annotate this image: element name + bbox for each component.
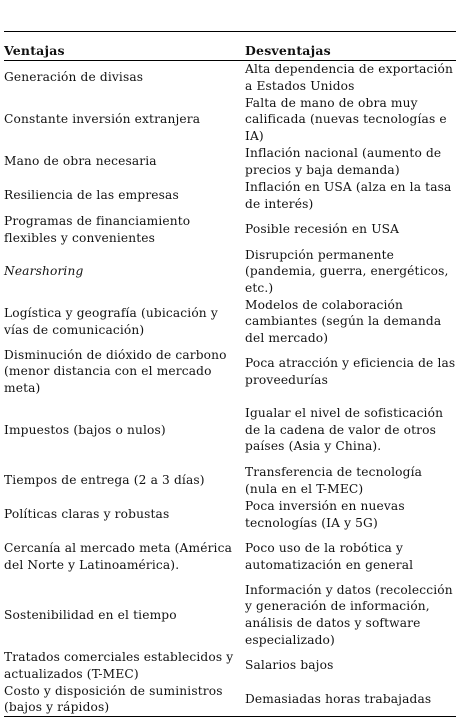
- desventaja-cell: Igualar el nivel de sofisticación de la cadena de valor de otros países (Asia y China).: [245, 406, 444, 454]
- desventaja-cell: Modelos de colaboración cambiantes (según la demanda del mercado): [245, 297, 442, 345]
- desventaja-cell: Transferencia de tecnología (nula en el T-MEC): [245, 464, 423, 496]
- desventaja-cell: Alta dependencia de exportación a Estados Unidos: [245, 62, 454, 93]
- table-row: [4, 498, 456, 532]
- ventaja-cell: Nearshoring: [4, 264, 84, 279]
- ventaja-cell: Logística y geografía (ubicación y vías de comunicación): [4, 305, 218, 337]
- desventaja-cell: Poca inversión en nuevas tecnologías (IA y 5G): [245, 498, 405, 530]
- desventaja-cell: Demasiadas horas trabajadas: [245, 691, 432, 706]
- table-row: [4, 213, 456, 247]
- table-row: [4, 95, 456, 145]
- desventaja-cell: Poco uso de la robótica y automatización en general: [245, 540, 414, 572]
- ventaja-cell: Resiliencia de las empresas: [4, 188, 179, 203]
- ventaja-cell: Programas de financiamiento flexibles y convenientes: [4, 213, 191, 245]
- pros-cons-table: [4, 31, 456, 717]
- header-ventajas: Ventajas: [4, 43, 65, 58]
- table-row: [4, 683, 456, 717]
- table-row: [4, 247, 456, 297]
- table-row: [4, 179, 456, 213]
- table-row: [4, 464, 456, 498]
- ventaja-cell: Generación de divisas: [4, 70, 144, 85]
- table-row: [4, 61, 456, 95]
- desventaja-cell: Posible recesión en USA: [245, 222, 400, 237]
- desventaja-cell: Inflación en USA (alza en la tasa de interés): [245, 179, 452, 211]
- table-row: [4, 582, 456, 649]
- header-row: [4, 32, 456, 61]
- table-row: [4, 649, 456, 683]
- desventaja-cell: Información y datos (recolección y generación de información, análisis de datos y software especializado): [245, 582, 453, 647]
- table-row: [4, 347, 456, 397]
- table-row: [4, 145, 456, 179]
- ventaja-cell: Impuestos (bajos o nulos): [4, 422, 166, 437]
- ventaja-cell: Sostenibilidad en el tiempo: [4, 607, 177, 622]
- ventaja-cell: Cercanía al mercado meta (América del Norte y Latinoamérica).: [4, 540, 232, 572]
- comparison-table-container: [4, 31, 456, 717]
- desventaja-cell: Salarios bajos: [245, 658, 334, 673]
- table-row: [4, 532, 456, 582]
- header-desventajas: Desventajas: [245, 43, 331, 58]
- desventaja-cell: Inflación nacional (aumento de precios y baja demanda): [245, 145, 442, 177]
- ventaja-cell: Costo y disposición de suministros (bajos y rápidos): [4, 683, 223, 715]
- desventaja-cell: Disrupción permanente (pandemia, guerra, energéticos, etc.): [245, 247, 449, 295]
- ventaja-cell: Políticas claras y robustas: [4, 507, 170, 522]
- ventaja-cell: Tratados comerciales establecidos y actualizados (T-MEC): [4, 649, 234, 681]
- ventaja-cell: Constante inversión extranjera: [4, 112, 201, 127]
- table-row: [4, 297, 456, 347]
- desventaja-cell: Falta de mano de obra muy calificada (nuevas tecnologías e IA): [245, 95, 447, 143]
- ventaja-cell: Tiempos de entrega (2 a 3 días): [4, 473, 205, 488]
- ventaja-cell: Disminución de dióxido de carbono (menor distancia con el mercado meta): [4, 347, 227, 395]
- desventaja-cell: Poca atracción y eficiencia de las proveedurías: [245, 355, 456, 387]
- ventaja-cell: Mano de obra necesaria: [4, 154, 157, 169]
- table-row: [4, 397, 456, 464]
